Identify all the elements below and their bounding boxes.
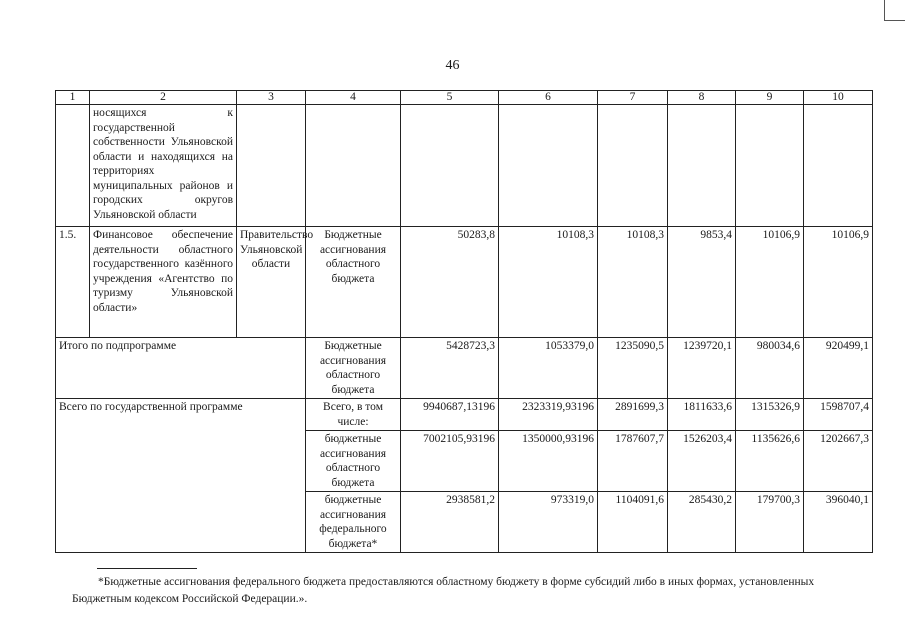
subtotal-row — [56, 338, 873, 399]
total-label-cell: Всего по государственной программе — [56, 399, 306, 553]
value-cell: 1315326,9 — [736, 399, 804, 431]
row-1-5 — [56, 227, 873, 338]
total-source-cell: бюджетные ассигнования областного бюджета — [306, 431, 401, 492]
value-cell: 9853,4 — [668, 227, 736, 338]
value-cell: 1787607,7 — [598, 431, 668, 492]
continuation-name-cell: носящихся к государственной собственности Ульяновской области и находящихся на территориях муниципальных районов и городских округов Ульяновской области — [90, 105, 237, 227]
value-cell: 1239720,1 — [668, 338, 736, 399]
value-cell: 1104091,6 — [598, 492, 668, 553]
budget-table — [55, 90, 873, 553]
header-cell: 4 — [306, 91, 401, 105]
total-source-cell: Всего, в том числе: — [306, 399, 401, 431]
footnote-divider — [97, 568, 197, 569]
cell-empty — [736, 105, 804, 227]
cell-empty — [56, 105, 90, 227]
value-cell: 396040,1 — [804, 492, 873, 553]
row-executor-cell: Правительство Ульяновской области — [237, 227, 306, 338]
value-cell: 1053379,0 — [499, 338, 598, 399]
row-name-cell: Финансовое обеспечение деятельности областного государственного казённого учреждения «Агентство по туризму Ульяновской области» — [90, 227, 237, 338]
value-cell: 1235090,5 — [598, 338, 668, 399]
value-cell: 10108,3 — [499, 227, 598, 338]
value-cell: 9940687,13196 — [401, 399, 499, 431]
header-cell: 8 — [668, 91, 736, 105]
value-cell: 980034,6 — [736, 338, 804, 399]
total-source-cell: бюджетные ассигнования федерального бюджета* — [306, 492, 401, 553]
cell-empty — [401, 105, 499, 227]
value-cell: 1135626,6 — [736, 431, 804, 492]
row-number-cell: 1.5. — [56, 227, 90, 338]
cell-empty — [598, 105, 668, 227]
cell-empty — [668, 105, 736, 227]
value-cell: 285430,2 — [668, 492, 736, 553]
header-cell: 1 — [56, 91, 90, 105]
value-cell: 10106,9 — [804, 227, 873, 338]
value-cell: 2938581,2 — [401, 492, 499, 553]
value-cell: 1202667,3 — [804, 431, 873, 492]
table-header-row — [56, 91, 873, 105]
footnote-text: *Бюджетные ассигнования федерального бюджета предоставляются областному бюджету в форме субсидий либо в иных формах, установленных Бюджетным кодексом Российской Федерации.». — [72, 576, 815, 605]
header-cell: 5 — [401, 91, 499, 105]
value-cell: 5428723,3 — [401, 338, 499, 399]
value-cell: 7002105,93196 — [401, 431, 499, 492]
header-cell: 3 — [237, 91, 306, 105]
value-cell: 2323319,93196 — [499, 399, 598, 431]
header-cell: 2 — [90, 91, 237, 105]
value-cell: 1598707,4 — [804, 399, 873, 431]
subtotal-source-cell: Бюджетные ассигнования областного бюджета — [306, 338, 401, 399]
value-cell: 920499,1 — [804, 338, 873, 399]
value-cell: 2891699,3 — [598, 399, 668, 431]
value-cell: 10106,9 — [736, 227, 804, 338]
row-source-cell: Бюджетные ассигнования областного бюджета — [306, 227, 401, 338]
value-cell: 973319,0 — [499, 492, 598, 553]
value-cell: 1811633,6 — [668, 399, 736, 431]
page-number: 46 — [445, 58, 460, 73]
header-cell: 10 — [804, 91, 873, 105]
cell-empty — [499, 105, 598, 227]
continuation-row — [56, 105, 873, 227]
total-row-all — [56, 399, 873, 431]
value-cell: 50283,8 — [401, 227, 499, 338]
cell-empty — [237, 105, 306, 227]
value-cell: 1350000,93196 — [499, 431, 598, 492]
header-cell: 7 — [598, 91, 668, 105]
value-cell: 179700,3 — [736, 492, 804, 553]
value-cell: 1526203,4 — [668, 431, 736, 492]
cell-empty — [306, 105, 401, 227]
cell-empty — [804, 105, 873, 227]
value-cell: 10108,3 — [598, 227, 668, 338]
subtotal-label-cell: Итого по подпрограмме — [56, 338, 306, 399]
header-cell: 6 — [499, 91, 598, 105]
header-cell: 9 — [736, 91, 804, 105]
page-corner-mark — [884, 0, 905, 21]
